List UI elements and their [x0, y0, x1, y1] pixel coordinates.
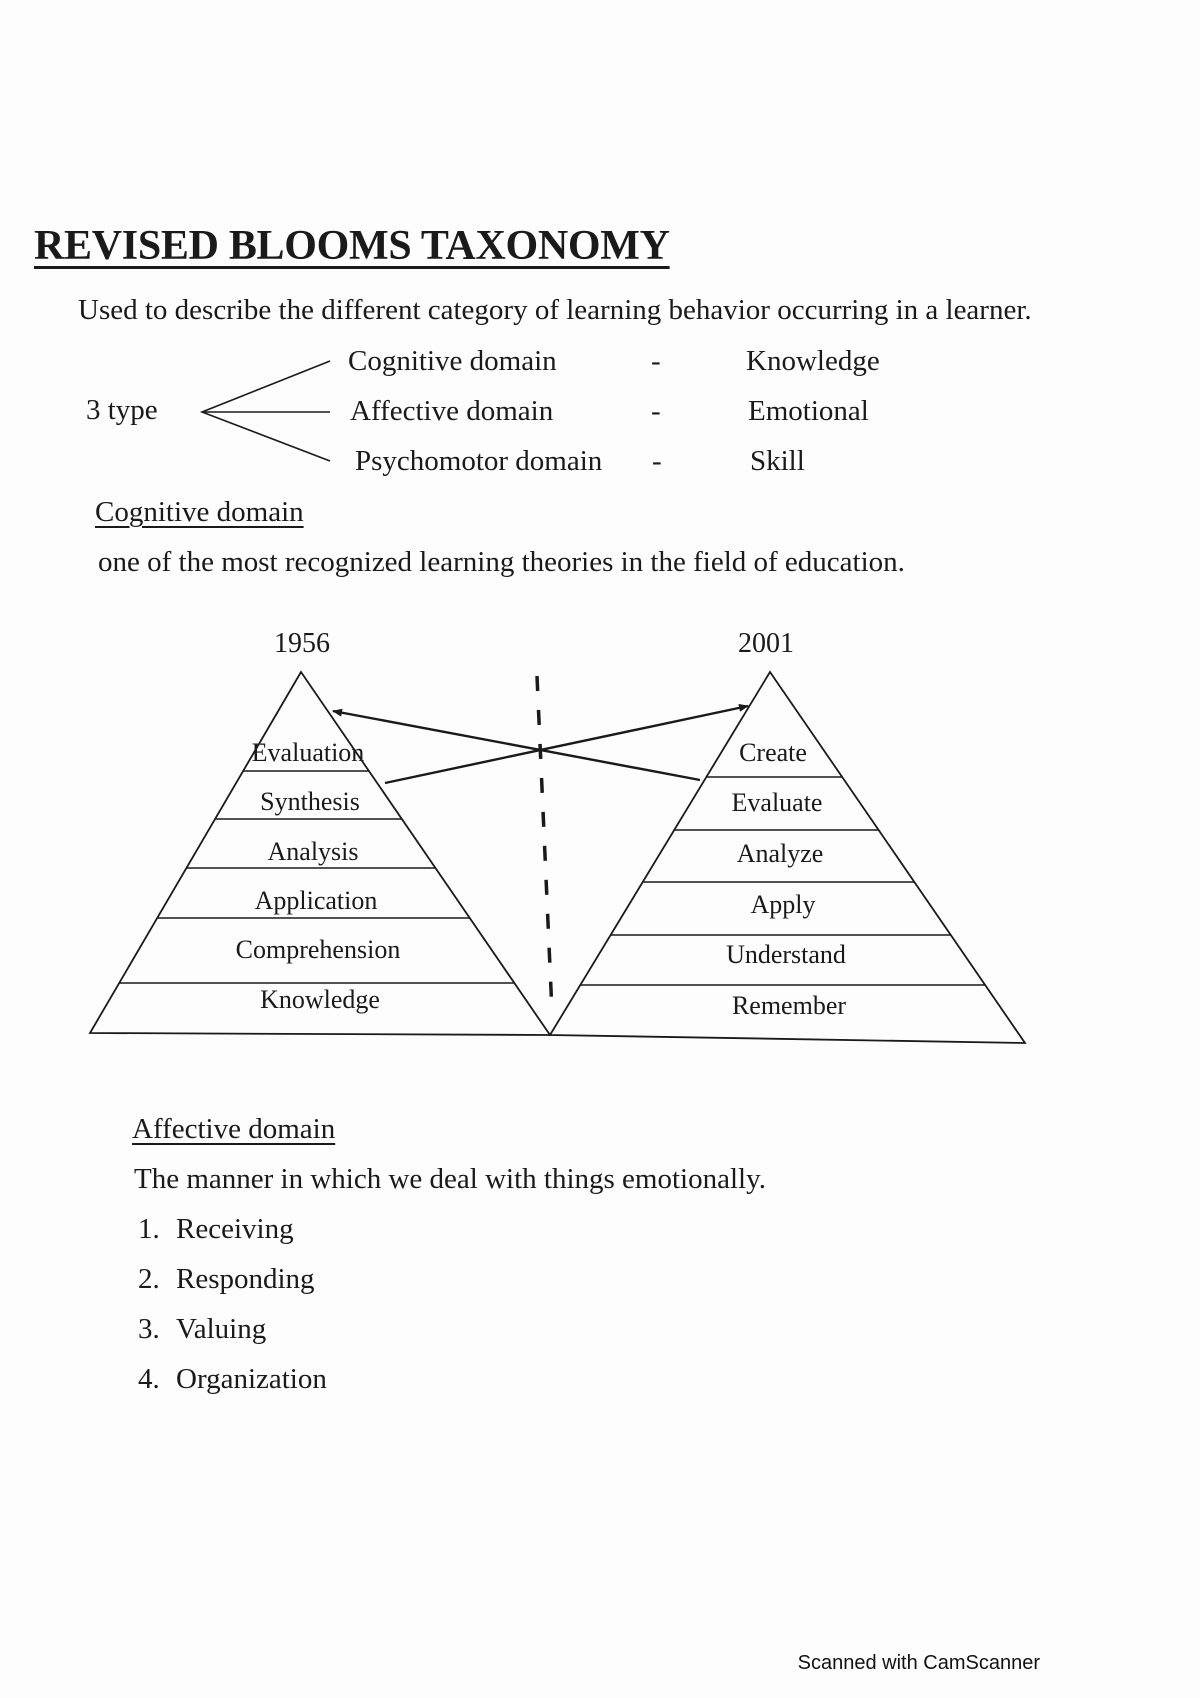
- right-level-remember: Remember: [731, 991, 847, 1020]
- arrow-synthesis-to-create: [385, 706, 748, 783]
- right-level-analyze: Analyze: [736, 839, 824, 868]
- affective-list-item: 2. Responding: [138, 1263, 315, 1295]
- type-sep-cognitive: -: [651, 345, 661, 377]
- type-meaning-knowledge: Knowledge: [746, 345, 880, 377]
- right-level-evaluate: Evaluate: [731, 788, 823, 817]
- right-level-create: Create: [739, 738, 807, 767]
- type-meaning-emotional: Emotional: [748, 395, 869, 427]
- affective-heading: Affective domain: [132, 1113, 336, 1145]
- cognitive-heading: Cognitive domain: [95, 496, 304, 528]
- type-meaning-skill: Skill: [750, 445, 805, 477]
- right-level-apply: Apply: [750, 890, 816, 919]
- type-domain-psychomotor: Psychomotor domain: [355, 445, 603, 477]
- left-level-comprehension: Comprehension: [235, 935, 401, 964]
- type-sep-affective: -: [651, 395, 661, 427]
- left-level-application: Application: [254, 886, 378, 915]
- left-level-analysis: Analysis: [267, 837, 359, 866]
- left-level-synthesis: Synthesis: [260, 787, 360, 816]
- right-level-understand: Understand: [726, 940, 846, 969]
- arrow-create-to-evaluation: [333, 711, 700, 780]
- right-pyramid: [550, 672, 1025, 1043]
- type-sep-psychomotor: -: [652, 445, 662, 477]
- type-domain-affective: Affective domain: [350, 395, 554, 427]
- affective-description: The manner in which we deal with things emotionally.: [134, 1163, 766, 1195]
- left-level-knowledge: Knowledge: [260, 985, 380, 1014]
- page-title: REVISED BLOOMS TAXONOMY: [34, 223, 670, 269]
- cognitive-description: one of the most recognized learning theories in the field of education.: [98, 546, 905, 578]
- left-pyramid: [90, 672, 550, 1035]
- left-year: 1956: [274, 628, 330, 659]
- type-domain-cognitive: Cognitive domain: [348, 345, 557, 377]
- center-dashed-divider: [537, 676, 552, 1012]
- types-label: 3 type: [86, 394, 158, 426]
- affective-list-item: 4. Organization: [138, 1363, 327, 1395]
- left-level-evaluation: Evaluation: [251, 738, 365, 767]
- affective-list-item: 3. Valuing: [138, 1313, 267, 1345]
- scanner-watermark: Scanned with CamScanner: [797, 1652, 1040, 1674]
- intro-text: Used to describe the different category of learning behavior occurring in a learner.: [78, 294, 1032, 326]
- affective-list-item: 1. Receiving: [138, 1213, 294, 1245]
- right-year: 2001: [738, 628, 794, 659]
